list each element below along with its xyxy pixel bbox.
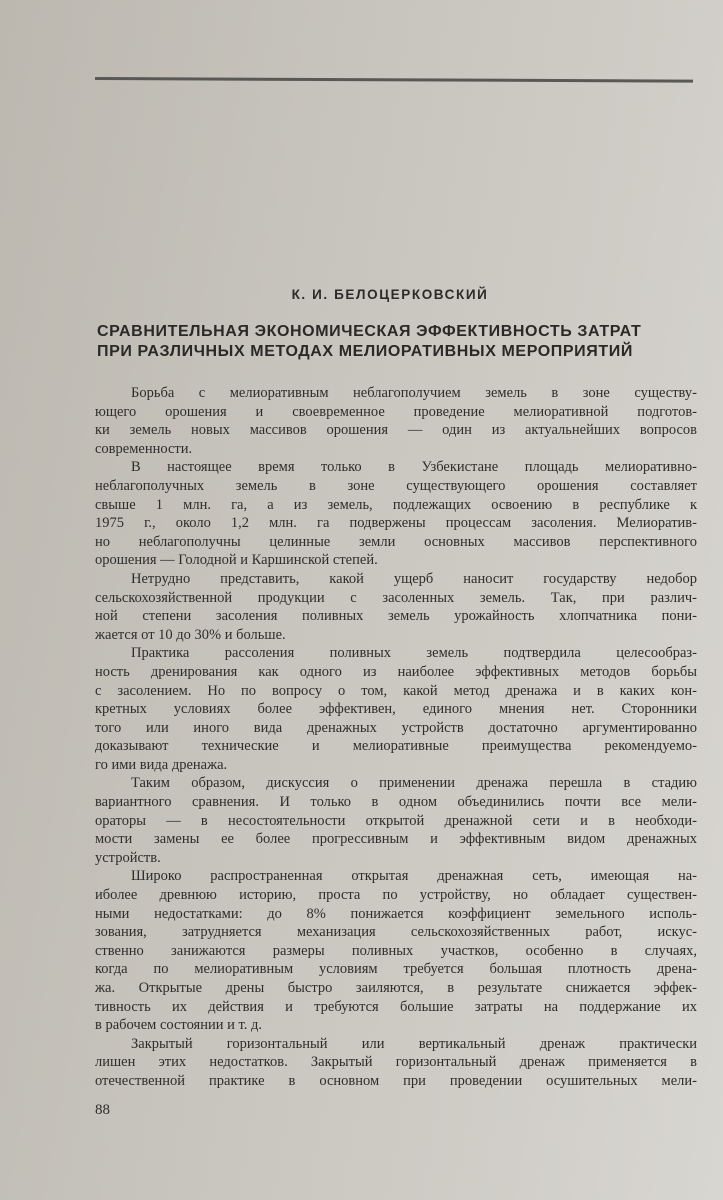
text-line: отечественной практике в основном при проведении осушительных мели-: [95, 1072, 697, 1089]
text-line: ственно занижаются размеры поливных участков, особенно в случаях,: [95, 942, 697, 959]
text-line: ной степени засоления поливных земель урожайность хлопчатника пони-: [95, 608, 697, 625]
text-line: устройств.: [95, 849, 161, 866]
text-line: Закрытый горизонтальный или вертикальный дренаж практически: [131, 1035, 697, 1052]
article-body: [95, 384, 697, 1091]
text-line: в рабочем состоянии и т. д.: [95, 1017, 262, 1034]
text-line: сельскохозяйственной продукции с засоленных земель. Так, при различ-: [95, 589, 697, 606]
text-line: жа. Открытые дрены быстро заиляются, в результате снижается эффек-: [95, 980, 697, 996]
header-rule: [95, 77, 693, 83]
text-line: того или иного вида дренажных устройств достаточно аргументированно: [95, 719, 697, 736]
text-line: кретных условиях более эффективен, единого мнения нет. Сторонники: [95, 701, 697, 718]
text-line: ность дренирования как одного из наиболее эффективных методов борьбы: [95, 663, 697, 680]
page-number: 88: [95, 1102, 110, 1118]
text-line: Нетрудно представить, какой ущерб наносит государству недобор: [131, 570, 697, 587]
text-line: мости замены ее более прогрессивным и эффективным видом дренажных: [95, 831, 697, 848]
text-line: иболее древнюю историю, проста по устройству, но обладает существен-: [95, 887, 697, 904]
text-line: ными недостатками: до 8% понижается коэффициент земельного исполь-: [95, 905, 697, 922]
text-line: лишен этих недостатков. Закрытый горизонтальный дренаж применяется в: [95, 1054, 697, 1071]
text-line: 1975 г., около 1,2 млн. га подвержены процессам засоления. Мелиоратив-: [95, 515, 697, 532]
text-line: современности.: [95, 440, 193, 457]
title-line: ПРИ РАЗЛИЧНЫХ МЕТОДАХ МЕЛИОРАТИВНЫХ МЕРОПРИЯТИЙ: [97, 343, 633, 360]
title-line: СРАВНИТЕЛЬНАЯ ЭКОНОМИЧЕСКАЯ ЭФФЕКТИВНОСТЬ ЗАТРАТ: [97, 323, 642, 340]
text-line: го ими вида дренажа.: [95, 756, 228, 773]
text-line: доказывают технические и мелиоративные преимущества рекомендуемо-: [95, 738, 697, 755]
text-line: неблагополучных земель в зоне существующего орошения составляет: [95, 477, 697, 494]
text-line: когда по мелиоративным условиям требуется большая плотность дрена-: [95, 961, 697, 978]
text-line: Практика рассоления поливных земель подтвердила целесообраз-: [131, 645, 697, 662]
text-line: тивность их действия и требуются большие затраты на поддержание их: [95, 998, 697, 1015]
text-line: зования, затрудняется механизация сельскохозяйственных работ, искус-: [95, 924, 697, 941]
text-line: ораторы — в несостоятельности открытой дренажной сети и в необходи-: [95, 812, 697, 829]
text-line: орошения — Голодной и Каршинской степей.: [95, 552, 378, 569]
text-line: с засолением. Но по вопросу о том, какой метод дренажа и в каких кон-: [95, 682, 697, 699]
text-line: В настоящее время только в Узбекистане площадь мелиоративно-: [131, 459, 697, 476]
article-title: [97, 322, 697, 362]
text-line: Таким образом, дискуссия о применении дренажа перешла в стадию: [131, 775, 697, 792]
text-line: ющего орошения и своевременное проведение мелиоративной подготов-: [95, 403, 697, 420]
text-line: но неблагополучны целинные земли основных массивов перспективного: [95, 533, 697, 550]
text-line: жается от 10 до 30% и больше.: [95, 626, 286, 643]
text-line: Борьба с мелиоративным неблагополучием земель в зоне существу-: [131, 385, 697, 401]
text-line: Широко распространенная открытая дренажная сеть, имеющая на-: [131, 868, 697, 885]
text-line: ки земель новых массивов орошения — один из актуальнейших вопросов: [95, 422, 697, 439]
text-line: свыше 1 млн. га, а из земель, подлежащих освоению в республике к: [95, 496, 697, 513]
text-line: вариантного сравнения. И только в одном объединились почти все мели-: [95, 794, 697, 811]
author-name: К. И. БЕЛОЦЕРКОВСКИЙ: [291, 287, 489, 302]
